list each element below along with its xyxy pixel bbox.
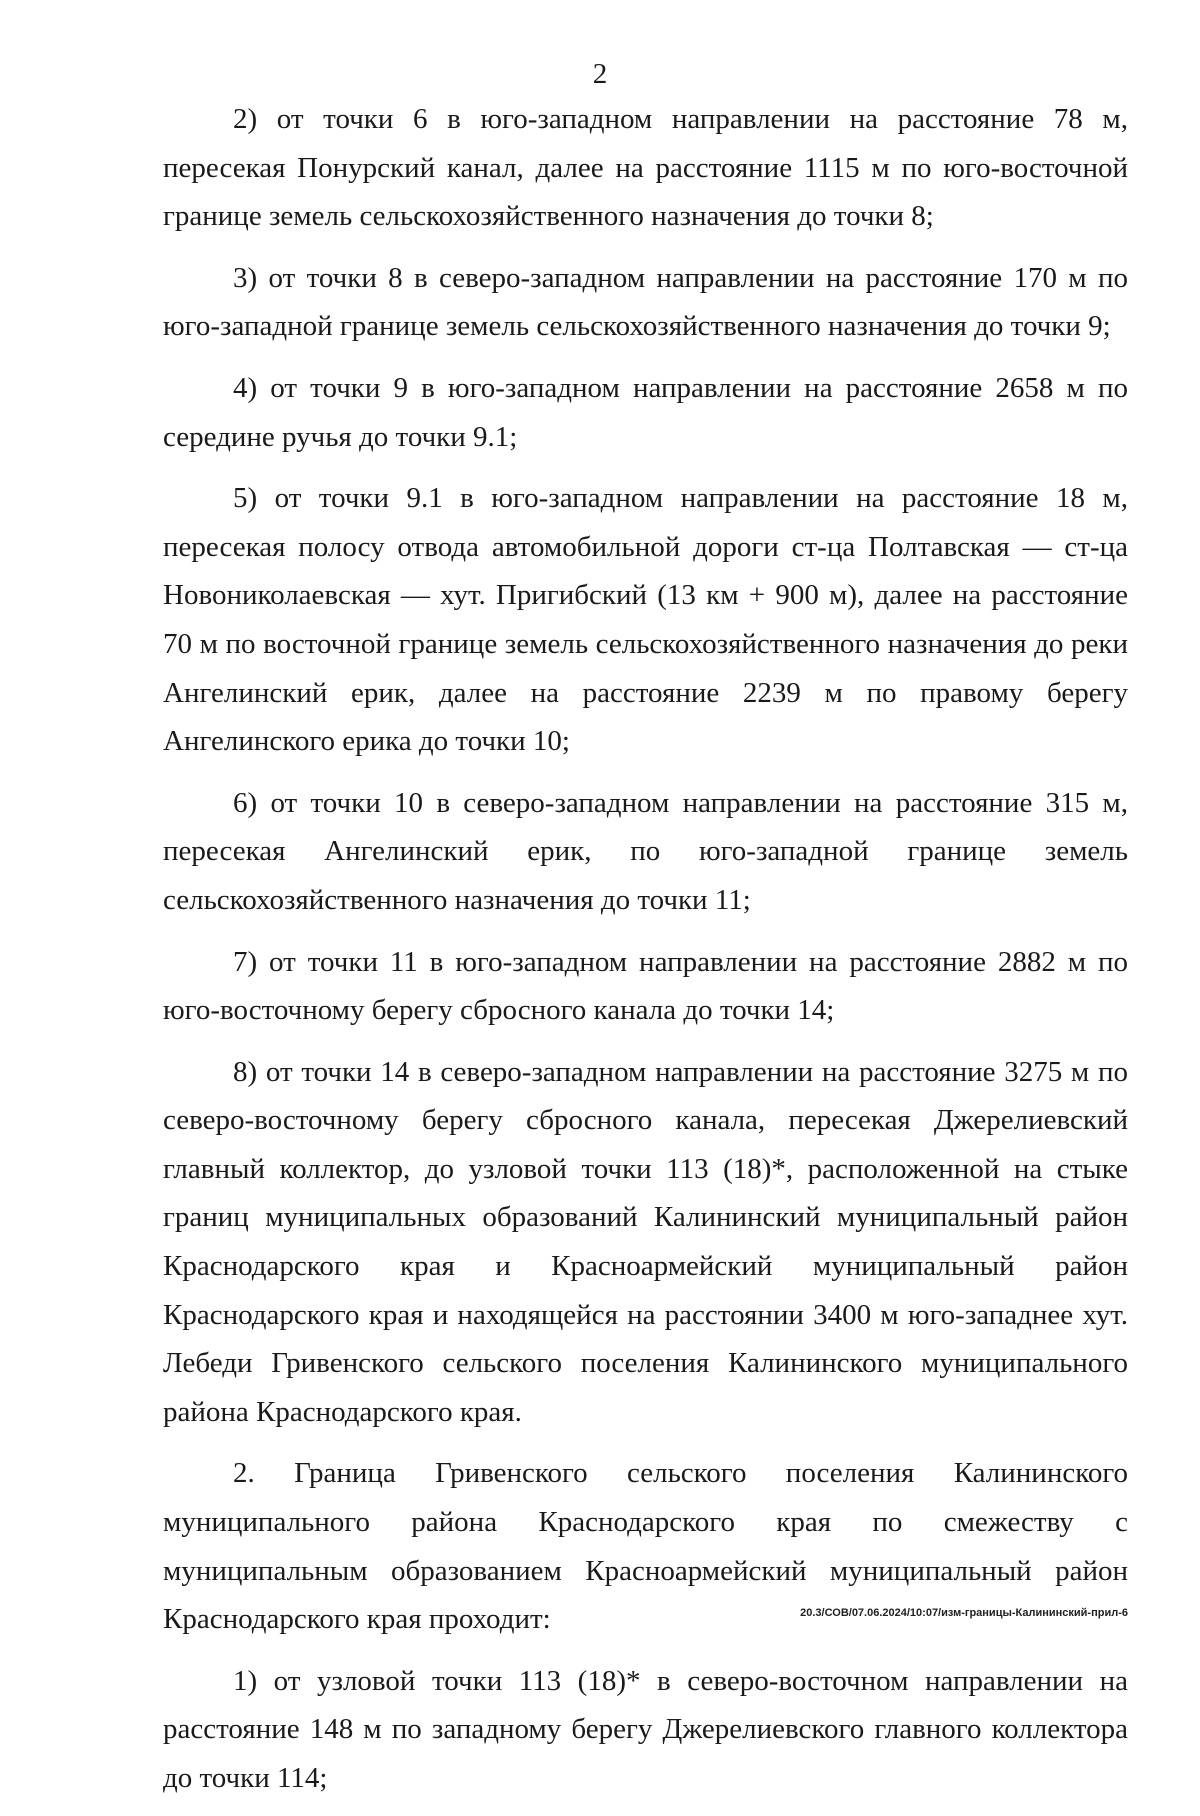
paragraph-section-2: 2. Граница Гривенского сельского поселения Калининского муниципального района Краснодарского края по смежеству с муниципальным образованием Красноармейский муниципальный район Краснодарского края проходит: xyxy=(163,1457,1128,1636)
paragraph-item-5: 5) от точки 9.1 в юго-западном направлении на расстояние 18 м, пересекая полосу отвода автомобильной дороги ст-ца Полтавская — ст-ца Новониколаевская — хут. Пригибский (13 км + 900 м), далее на расстояние 70 м по восточной границе земель сельскохозяйственного назначения до реки Ангелинский ерик, далее на расстояние 2239 м по правому берегу Ангелинского ерика до точки 10; xyxy=(163,482,1128,758)
document-footer-code: 20.3/СОВ/07.06.2024/10:07/изм-границы-Калининский-прил-6 xyxy=(800,1607,1128,1619)
paragraph-item-7: 7) от точки 11 в юго-западном направлении на расстояние 2882 м по юго-восточному берегу сбросного канала до точки 14; xyxy=(163,945,1128,1027)
paragraph-item-1: 1) от узловой точки 113 (18)* в северо-восточном направлении на расстояние 148 м по западному берегу Джерелиевского главного коллектора до точки 114; xyxy=(163,1664,1128,1794)
paragraph-item-6: 6) от точки 10 в северо-западном направлении на расстояние 315 м, пересекая Ангелинский ерик, по юго-западной границе земель сельскохозяйственного назначения до точки 11; xyxy=(163,786,1128,916)
document-body xyxy=(163,95,1128,1816)
paragraph-item-3: 3) от точки 8 в северо-западном направлении на расстояние 170 м по юго-западной границе земель сельскохозяйственного назначения до точки 9; xyxy=(163,261,1128,343)
page-number: 2 xyxy=(592,58,608,90)
paragraph-item-8: 8) от точки 14 в северо-западном направлении на расстояние 3275 м по северо-восточному берегу сбросного канала, пересекая Джерелиевский главный коллектор, до узловой точки 113 (18)*, расположенной на стыке границ муниципальных образований Калининский муниципальный район Краснодарского края и Красноармейский муниципальный район Краснодарского края и находящейся на расстоянии 3400 м юго-западнее хут. Лебеди Гривенского сельского поселения Калининского муниципального района Краснодарского края. xyxy=(163,1055,1128,1428)
paragraph-item-2: 2) от точки 6 в юго-западном направлении на расстояние 78 м, пересекая Понурский канал, далее на расстояние 1115 м по юго-восточной границе земель сельскохозяйственного назначения до точки 8; xyxy=(163,103,1128,233)
paragraph-item-4: 4) от точки 9 в юго-западном направлении на расстояние 2658 м по середине ручья до точки 9.1; xyxy=(163,371,1128,453)
